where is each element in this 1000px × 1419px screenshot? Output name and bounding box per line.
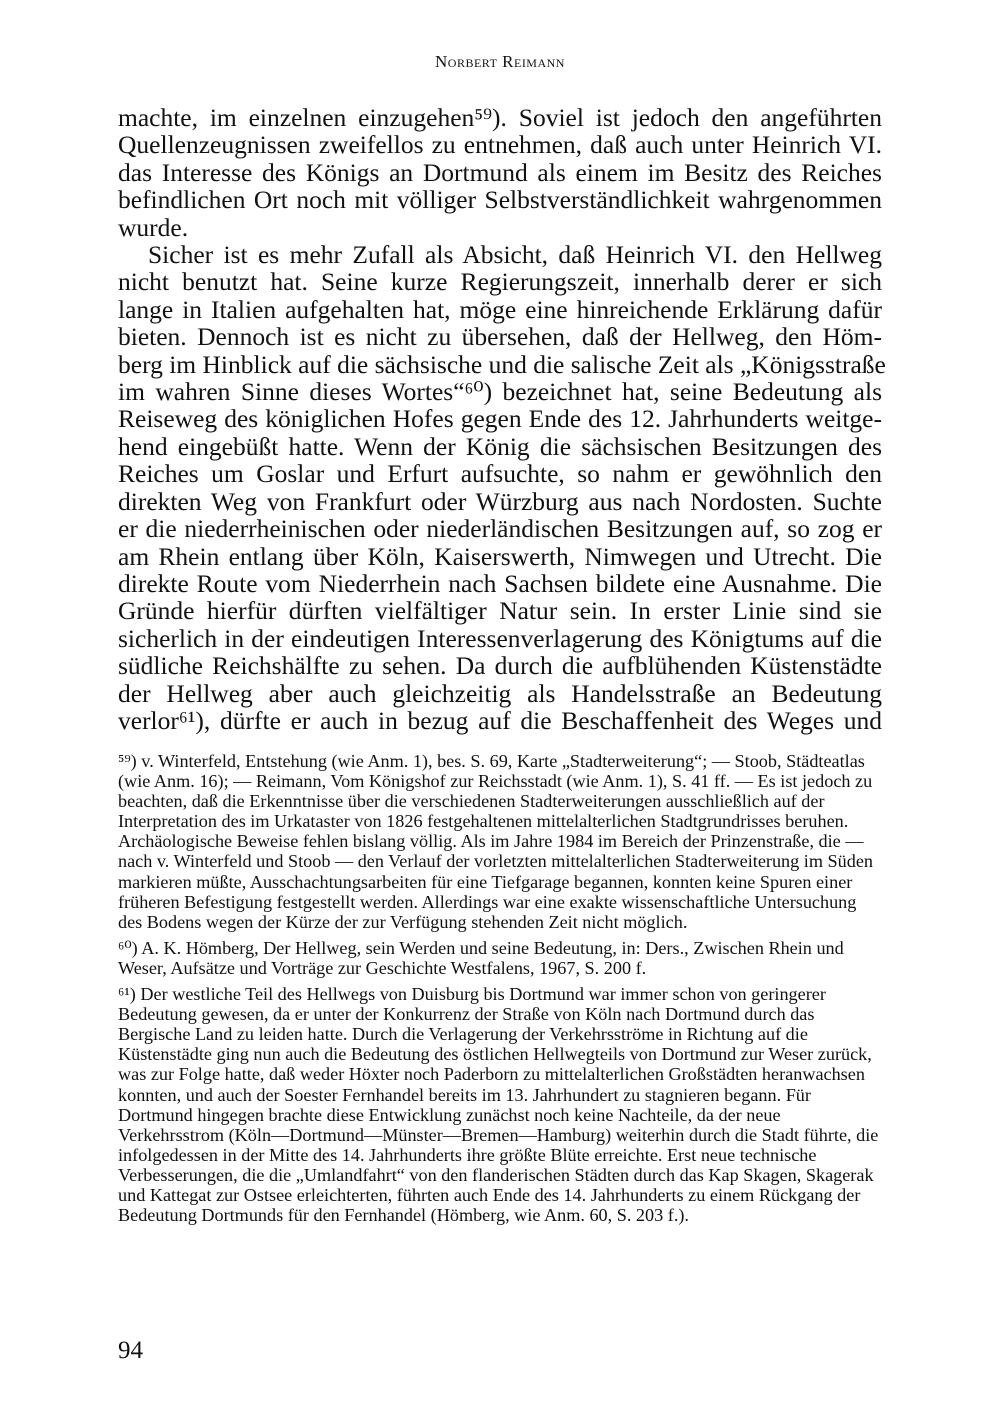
- text-line: Quellenzeugnissen zweifellos zu entnehmen, daß auch unter Heinrich VI.: [118, 130, 882, 160]
- text-line: Reiseweg des königlichen Hofes gegen Ende des 12. Jahrhunderts weitge-: [118, 404, 882, 434]
- main-text: [118, 103, 886, 735]
- running-header: Norbert Reimann: [435, 52, 565, 71]
- text-line: Sicher ist es mehr Zufall als Absicht, daß Heinrich VI. den Hellweg: [148, 240, 882, 270]
- footnote-marker: ⁶¹): [118, 984, 136, 1005]
- text-line: wurde.: [118, 212, 189, 242]
- text-line: berg im Hinblick auf die sächsische und die salische Zeit als „Königsstraße: [118, 349, 886, 379]
- text-line: der Hellweg aber auch gleichzeitig als Handelsstraße an Bedeutung: [118, 678, 882, 708]
- text-line: am Rhein entlang über Köln, Kaiserswerth, Nimwegen und Utrecht. Die: [118, 541, 882, 571]
- text-line: lange in Italien aufgehalten hat, möge eine hinreichende Erklärung dafür: [118, 294, 882, 324]
- text-line: direkten Weg von Frankfurt oder Würzburg aus nach Nordosten. Suchte: [118, 486, 882, 516]
- footnote-marker: ⁶⁰): [118, 937, 138, 958]
- page-number: 94: [118, 1337, 143, 1364]
- text-line: befindlichen Ort noch mit völliger Selbstverständlichkeit wahrgenommen: [118, 185, 882, 215]
- text-line: das Interesse des Königs an Dortmund als einem im Besitz des Reiches: [118, 157, 882, 187]
- text-line: verlor⁶¹), dürfte er auch in bezug auf die Beschaffenheit des Weges und: [118, 705, 882, 735]
- footnote-text: A. K. Hömberg, Der Hellweg, sein Werden und seine Bedeutung, in: Ders., Zwischen Rhein und Weser, Aufsätze und Vorträge zur Geschichte Westfalens, 1967, S. 200 f.: [118, 937, 844, 978]
- text-line: Gründe hierfür dürften vielfältiger Natur sein. In erster Linie sind sie: [118, 596, 882, 626]
- text-line: nicht benutzt hat. Seine kurze Regierungszeit, innerhalb derer er sich: [118, 267, 882, 297]
- text-line: bieten. Dennoch ist es nicht zu übersehen, daß der Hellweg, den Höm-: [118, 322, 882, 352]
- footnote-text: v. Winterfeld, Entstehung (wie Anm. 1), bes. S. 69, Karte „Stadterweiterung“; — Stoob, Städteatlas (wie Anm. 16); — Reimann, Vom Königshof zur Reichsstadt (wie Anm. 1), S. 41 ff. — Es ist jedoch zu beachten, daß die Erkenntnisse über die verschiedenen Stadterweiterungen ausschließlich auf der Interpretation des im Urkataster von 1826 festgehaltenen mittelalterlichen Stadtgrundrisses beruhen. Archäologische Beweise fehlen bislang völlig. Als im Jahre 1984 im Bereich der Prinzenstraße, die — nach v. Winterfeld und Stoob — den Verlauf der vorletzten mittelalterlichen Stadterweiterung im Süden markieren müßte, Ausschachtungsarbeiten für eine Tiefgarage begannen, konnten keine Spuren einer früheren Befestigung festgestellt werden. Allerdings war eine exakte wissenschaftliche Untersuchung des Bodens wegen der Kürze der zur Verfügung stehenden Zeit nicht möglich.: [118, 751, 874, 932]
- text-line: sicherlich in der eindeutigen Interessenverlagerung des Königtums auf die: [118, 623, 882, 653]
- text-line: hend eingebüßt hatte. Wenn der König die sächsischen Besitzungen des: [118, 431, 882, 461]
- text-line: im wahren Sinne dieses Wortes“⁶⁰) bezeichnet hat, seine Bedeutung als: [118, 377, 882, 407]
- text-line: Reiches um Goslar und Erfurt aufsuchte, so nahm er gewöhnlich den: [118, 459, 882, 489]
- footnote-59: [118, 751, 882, 932]
- footnote-61: [118, 984, 882, 1225]
- text-line: direkte Route vom Niederrhein nach Sachsen bildete eine Ausnahme. Die: [118, 568, 882, 598]
- footnote-60: [118, 938, 882, 978]
- footnotes: [118, 751, 882, 1225]
- footnote-marker: ⁵⁹): [118, 751, 137, 771]
- text-line: südliche Reichshälfte zu sehen. Da durch die aufblühenden Küstenstädte: [118, 651, 882, 681]
- text-line: machte, im einzelnen einzugehen⁵⁹). Soviel ist jedoch den angeführten: [118, 103, 882, 132]
- footnote-text: Der westliche Teil des Hellwegs von Duisburg bis Dortmund war immer schon von geringerer Bedeutung gewesen, da er unter der Konkurrenz der Straße von Köln nach Dortmund durch das Bergische Land zu leiden hatte. Durch die Verlagerung der Verkehrsströme in Richtung auf die Küstenstädte ging nun auch die Bedeutung des östlichen Hellwegteils von Dortmund zur Weser zurück, was zur Folge hatte, daß weder Höxter noch Paderborn zu mittelalterlichen Großstädten heranwachsen konnten, und auch der Soester Fernhandel bereits im 13. Jahrhundert zu stagnieren begann. Für Dortmund hingegen brachte diese Entwicklung zunächst noch keine Nachteile, da der neue Verkehrsstrom (Köln—Dortmund—Münster—Bremen—Hamburg) weiterhin durch die Stadt führte, die infolgedessen in der Mitte des 14. Jahrhunderts ihre größte Blüte erreichte. Erst neue technische Verbesserungen, die die „Umlandfahrt“ von den flanderischen Städten durch das Kap Skagen, Skagerak und Kattegat zur Ostsee erleichterten, führten auch Ende des 14. Jahrhunderts zu einem Rückgang der Bedeutung Dortmunds für den Fernhandel (Hömberg, wie Anm. 60, S. 203 f.).: [118, 984, 879, 1226]
- text-line: er die niederrheinischen oder niederländischen Besitzungen auf, so zog er: [118, 514, 882, 544]
